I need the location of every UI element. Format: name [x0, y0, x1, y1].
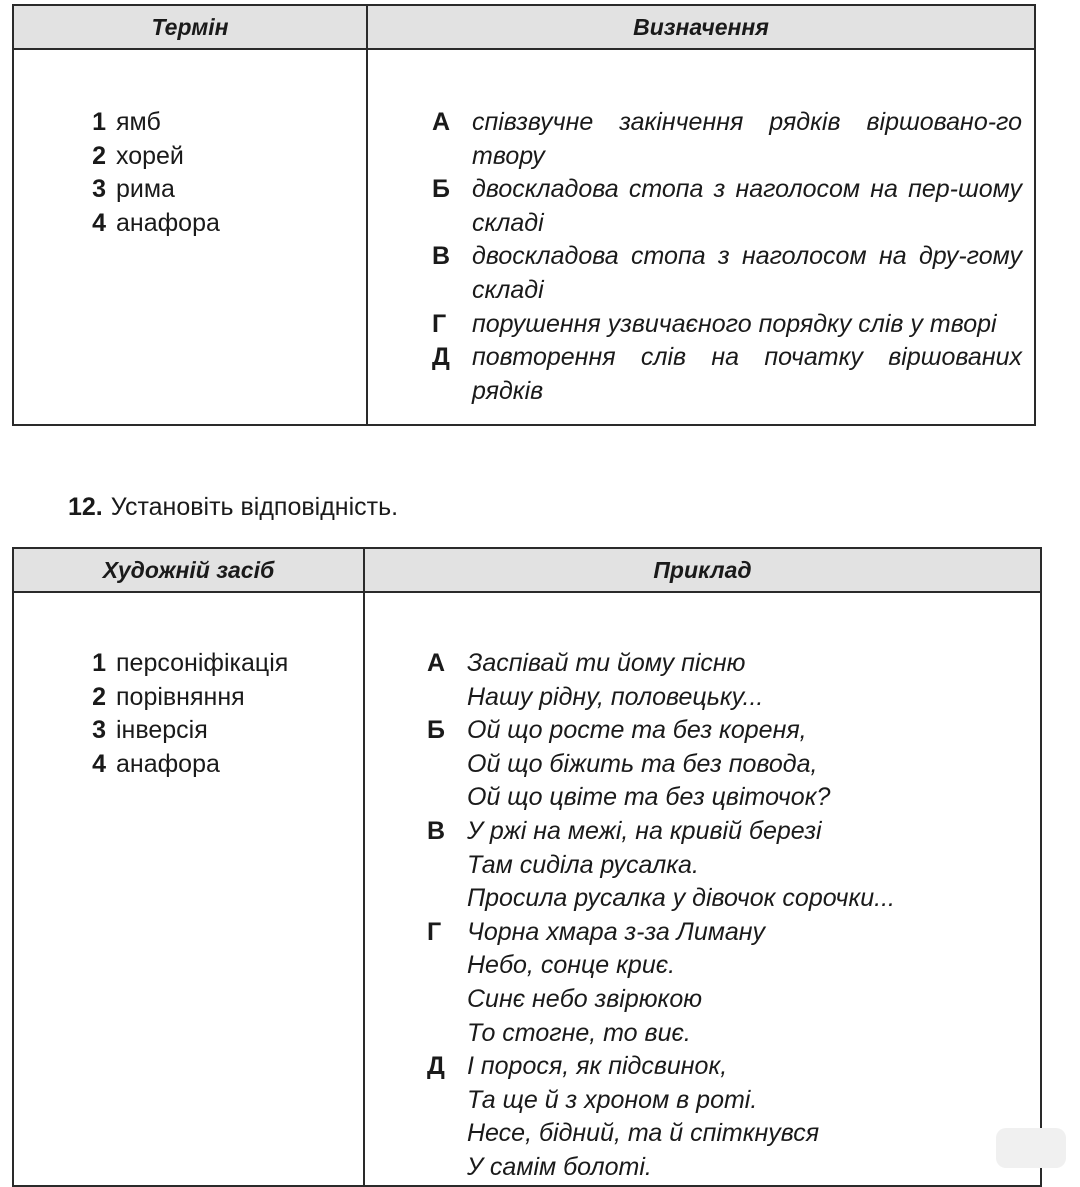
definition-cell — [367, 49, 1035, 425]
example-text — [467, 1050, 819, 1184]
example-line: То стогне, то виє. — [467, 1018, 691, 1047]
example-item — [427, 647, 1030, 714]
definition-item — [432, 341, 1022, 408]
term-cell — [13, 49, 367, 425]
device-example-table — [12, 547, 1042, 1187]
definition-list — [368, 50, 1034, 408]
device-label: порівняння — [116, 682, 245, 711]
device-item — [76, 714, 363, 748]
term-item — [76, 173, 366, 207]
example-cell — [364, 592, 1041, 1186]
example-line: І порося, як підсвинок, — [467, 1052, 728, 1081]
device-list — [14, 593, 363, 781]
device-item — [76, 748, 363, 782]
term-label: хорей — [116, 141, 184, 170]
example-letter: Г — [427, 917, 442, 946]
definition-letter: Б — [432, 175, 450, 204]
term-label: рима — [116, 175, 175, 204]
device-label: анафора — [116, 749, 220, 778]
example-letter: Б — [427, 716, 445, 745]
example-line: Заспівай ти йому пісню — [467, 649, 746, 677]
example-line: Ой що цвіте та без цвіточок? — [467, 783, 831, 812]
term-number: 3 — [92, 175, 106, 204]
device-item — [76, 681, 363, 715]
question-number: 12. — [68, 493, 103, 521]
device-label: персоніфікація — [116, 649, 289, 677]
example-line: У ржі на межі, на кривій березі — [467, 816, 822, 845]
definition-item — [432, 308, 1022, 342]
example-line: Та ще й з хроном в роті. — [467, 1085, 758, 1114]
definition-text: двоскладова стопа з наголосом на пер-шому складі — [472, 175, 1022, 237]
example-line: Небо, сонце криє. — [467, 951, 676, 980]
definition-text: повторення слів на початку віршованих рядків — [472, 343, 1022, 405]
device-number: 2 — [92, 682, 106, 711]
example-line: Ой що росте та без кореня, — [467, 716, 807, 745]
example-letter: В — [427, 816, 446, 845]
question-12 — [68, 490, 398, 524]
device-number: 4 — [92, 749, 106, 778]
device-number: 3 — [92, 716, 106, 745]
example-text — [467, 916, 765, 1050]
example-line: Ой що біжить та без повода, — [467, 749, 818, 778]
term-item — [76, 140, 366, 174]
example-line: Там сиділа русалка. — [467, 850, 699, 879]
term-item — [76, 106, 366, 140]
definition-text: двоскладова стопа з наголосом на дру-гому складі — [472, 242, 1022, 304]
term-item — [76, 207, 366, 241]
example-item — [427, 714, 1030, 815]
device-number: 1 — [92, 649, 106, 677]
example-column-header: Приклад — [364, 548, 1041, 592]
example-line: Просила русалка у дівочок сорочки... — [467, 884, 895, 913]
example-line: Чорна хмара з-за Лиману — [467, 917, 766, 946]
definition-letter: Д — [432, 343, 450, 372]
term-label: анафора — [116, 208, 220, 237]
definition-letter: Г — [432, 309, 447, 338]
example-item — [427, 815, 1030, 916]
device-item — [76, 647, 363, 681]
definition-item — [432, 106, 1022, 173]
term-number: 2 — [92, 141, 106, 170]
example-item — [427, 916, 1030, 1050]
definition-text: порушення узвичаєного порядку слів у творі — [472, 309, 997, 338]
question-text: Установіть відповідність. — [110, 493, 399, 521]
example-line: Несе, бідний, та й спіткнувся — [467, 1119, 820, 1148]
example-text — [467, 815, 895, 916]
device-label: інверсія — [116, 716, 208, 745]
term-number: 1 — [92, 108, 106, 136]
example-line: У самім болоті. — [467, 1152, 652, 1181]
term-number: 4 — [92, 208, 106, 237]
example-text — [467, 647, 763, 714]
device-cell — [13, 592, 364, 1186]
example-text — [467, 714, 830, 815]
example-letter: А — [427, 649, 446, 677]
definition-letter: В — [432, 242, 451, 271]
example-list — [365, 593, 1040, 1185]
page-corner-button[interactable] — [996, 1128, 1066, 1168]
term-column-header: Термін — [13, 5, 367, 49]
definition-item — [432, 240, 1022, 307]
term-definition-table — [12, 4, 1036, 426]
definition-letter: А — [432, 108, 451, 136]
definition-column-header: Визначення — [367, 5, 1035, 49]
term-list — [14, 50, 366, 240]
example-line: Синє небо звірюкою — [467, 984, 703, 1013]
definition-item — [432, 173, 1022, 240]
example-line: Нашу рідну, половецьку... — [467, 682, 764, 711]
definition-text: співзвучне закінчення рядків віршовано-го твору — [472, 108, 1022, 170]
term-label: ямб — [116, 108, 161, 136]
example-item — [427, 1050, 1030, 1184]
example-letter: Д — [427, 1052, 445, 1081]
device-column-header: Художній засіб — [13, 548, 364, 592]
